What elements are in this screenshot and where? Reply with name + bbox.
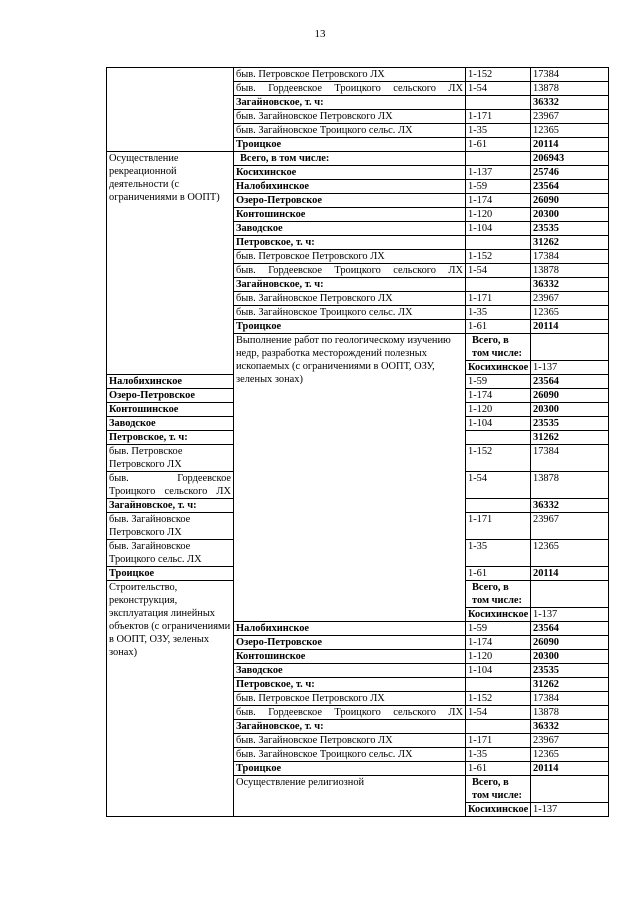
area-cell: 12365: [531, 124, 609, 138]
area-cell: 23564: [531, 180, 609, 194]
quarters-cell: 1-120: [466, 650, 531, 664]
area-cell: 36332: [531, 499, 609, 513]
quarters-cell: 1-104: [466, 417, 531, 431]
quarters-cell: [466, 431, 531, 445]
area-cell: 17384: [531, 692, 609, 706]
area-cell: 31262: [531, 678, 609, 692]
quarters-cell: 1-59: [466, 622, 531, 636]
area-cell: 17384: [531, 445, 609, 472]
quarters-cell: 1-137: [531, 361, 609, 375]
area-cell: 26090: [531, 194, 609, 208]
forestry-name-cell: Контошинское: [107, 403, 234, 417]
quarters-cell: 1-152: [466, 692, 531, 706]
forestry-name-cell: Заводское: [107, 417, 234, 431]
forestry-name-cell: Загайновское, т. ч:: [107, 499, 234, 513]
area-cell: 20114: [531, 762, 609, 776]
quarters-cell: 1-137: [531, 608, 609, 622]
forestry-name-cell: быв. Гордеевское Троицкого сельского ЛХ: [107, 472, 234, 499]
area-cell: 20114: [531, 138, 609, 152]
area-cell: 26090: [531, 389, 609, 403]
category-cell: Осуществление рекреационной деятельности (с ограничениями в ООПТ): [107, 152, 234, 375]
forestry-name-cell: быв. Гордеевское Троицкого сельского ЛХ: [234, 264, 466, 278]
table-row: [107, 68, 609, 82]
forestry-name-cell: Петровское, т. ч:: [234, 236, 466, 250]
forestry-name-cell: быв. Петровское Петровского ЛХ: [107, 445, 234, 472]
forestry-name-cell: Озеро-Петровское: [234, 194, 466, 208]
quarters-cell: [466, 152, 531, 166]
forestry-name-cell: быв. Загайновское Петровского ЛХ: [234, 734, 466, 748]
area-cell: 20114: [531, 567, 609, 581]
category-cell: Осуществление религиозной: [234, 776, 466, 817]
quarters-cell: [466, 720, 531, 734]
forestry-name-cell: быв. Загайновское Петровского ЛХ: [234, 110, 466, 124]
area-cell: 17384: [531, 250, 609, 264]
forestry-name-cell: быв. Петровское Петровского ЛХ: [234, 692, 466, 706]
area-cell: 20300: [531, 650, 609, 664]
area-cell: 13878: [531, 472, 609, 499]
quarters-cell: 1-171: [466, 110, 531, 124]
quarters-cell: [466, 236, 531, 250]
quarters-cell: 1-61: [466, 138, 531, 152]
quarters-cell: 1-152: [466, 250, 531, 264]
forestry-name-cell: быв. Петровское Петровского ЛХ: [234, 68, 466, 82]
forestry-name-cell: Косихинское: [466, 608, 531, 622]
forestry-name-cell: Троицкое: [234, 138, 466, 152]
forestry-name-cell: быв. Загайновское Троицкого сельс. ЛХ: [234, 124, 466, 138]
category-cell: Выполнение работ по геологическому изучению недр, разработка месторождений полезных ископаемых (с ограничениями в ООПТ, ОЗУ, зеленых зонах): [234, 334, 466, 622]
area-cell: 36332: [531, 96, 609, 110]
forestry-name-cell: Петровское, т. ч:: [107, 431, 234, 445]
quarters-cell: 1-152: [466, 445, 531, 472]
quarters-cell: 1-174: [466, 194, 531, 208]
table-row: [107, 152, 609, 166]
forestry-name-cell: Озеро-Петровское: [107, 389, 234, 403]
forestry-name-cell: быв. Загайновское Троицкого сельс. ЛХ: [107, 540, 234, 567]
forest-use-table: [106, 67, 609, 817]
forestry-name-cell: Загайновское, т. ч:: [234, 278, 466, 292]
forestry-name-cell: быв. Загайновское Троицкого сельс. ЛХ: [234, 748, 466, 762]
quarters-cell: 1-35: [466, 748, 531, 762]
quarters-cell: 1-35: [466, 124, 531, 138]
forestry-name-cell: Загайновское, т. ч:: [234, 96, 466, 110]
quarters-cell: 1-59: [466, 180, 531, 194]
area-cell: 23535: [531, 664, 609, 678]
forestry-name-cell: Заводское: [234, 664, 466, 678]
quarters-cell: 1-174: [466, 389, 531, 403]
area-cell: 26090: [531, 636, 609, 650]
quarters-cell: 1-137: [531, 803, 609, 817]
forestry-name-cell: Контошинское: [234, 650, 466, 664]
quarters-cell: 1-137: [466, 166, 531, 180]
quarters-cell: [466, 499, 531, 513]
area-cell: 31262: [531, 236, 609, 250]
forestry-name-cell: Озеро-Петровское: [234, 636, 466, 650]
area-cell: 36332: [531, 720, 609, 734]
area-cell: 12365: [531, 748, 609, 762]
forestry-name-cell: быв. Загайновское Троицкого сельс. ЛХ: [234, 306, 466, 320]
quarters-cell: 1-35: [466, 306, 531, 320]
area-cell: 20300: [531, 403, 609, 417]
quarters-cell: 1-61: [466, 567, 531, 581]
quarters-cell: 1-54: [466, 82, 531, 96]
quarters-cell: 1-35: [466, 540, 531, 567]
quarters-cell: [466, 678, 531, 692]
area-cell: 23967: [531, 513, 609, 540]
quarters-cell: 1-120: [466, 208, 531, 222]
quarters-cell: 1-59: [466, 375, 531, 389]
area-cell: 13878: [531, 264, 609, 278]
forestry-name-cell: Всего, в том числе:: [466, 334, 531, 361]
forestry-name-cell: Налобихинское: [234, 180, 466, 194]
quarters-cell: 1-171: [466, 513, 531, 540]
quarters-cell: 1-54: [466, 706, 531, 720]
area-cell: 20300: [531, 208, 609, 222]
forestry-name-cell: Всего, в том числе:: [466, 581, 531, 608]
quarters-cell: 1-171: [466, 292, 531, 306]
area-cell: 17384: [531, 68, 609, 82]
forestry-name-cell: Косихинское: [466, 361, 531, 375]
area-cell: 12365: [531, 540, 609, 567]
quarters-cell: 1-120: [466, 403, 531, 417]
forestry-name-cell: Налобихинское: [234, 622, 466, 636]
forestry-name-cell: быв. Гордеевское Троицкого сельского ЛХ: [234, 82, 466, 96]
quarters-cell: [466, 278, 531, 292]
forestry-name-cell: Заводское: [234, 222, 466, 236]
quarters-cell: [531, 581, 609, 608]
category-cell: [107, 68, 234, 152]
area-cell: 23535: [531, 222, 609, 236]
area-cell: 13878: [531, 706, 609, 720]
forestry-name-cell: Троицкое: [234, 762, 466, 776]
quarters-cell: 1-104: [466, 664, 531, 678]
forestry-name-cell: Загайновское, т. ч:: [234, 720, 466, 734]
area-cell: 31262: [531, 431, 609, 445]
forestry-name-cell: Контошинское: [234, 208, 466, 222]
category-cell: Строительство, реконструкция, эксплуатация линейных объектов (с ограничениями в ООПТ, ОЗУ, зеленых зонах): [107, 581, 234, 817]
page-number: 13: [314, 28, 326, 40]
quarters-cell: 1-104: [466, 222, 531, 236]
forestry-name-cell: быв. Загайновское Петровского ЛХ: [107, 513, 234, 540]
forestry-name-cell: Всего, в том числе:: [466, 776, 531, 803]
area-cell: 12365: [531, 306, 609, 320]
quarters-cell: [531, 334, 609, 361]
area-cell: 23967: [531, 292, 609, 306]
area-cell: 23564: [531, 622, 609, 636]
area-cell: 36332: [531, 278, 609, 292]
forestry-name-cell: Троицкое: [107, 567, 234, 581]
area-cell: 13878: [531, 82, 609, 96]
area-cell: 25746: [531, 166, 609, 180]
area-cell: 206943: [531, 152, 609, 166]
forestry-name-cell: быв. Гордеевское Троицкого сельского ЛХ: [234, 706, 466, 720]
quarters-cell: 1-54: [466, 472, 531, 499]
quarters-cell: 1-61: [466, 320, 531, 334]
quarters-cell: [466, 96, 531, 110]
forestry-name-cell: Налобихинское: [107, 375, 234, 389]
area-cell: 23564: [531, 375, 609, 389]
quarters-cell: 1-54: [466, 264, 531, 278]
area-cell: 23967: [531, 110, 609, 124]
forestry-name-cell: Троицкое: [234, 320, 466, 334]
forestry-name-cell: Косихинское: [466, 803, 531, 817]
area-cell: 23535: [531, 417, 609, 431]
forestry-name-cell: Всего, в том числе:: [234, 152, 466, 166]
quarters-cell: 1-61: [466, 762, 531, 776]
forestry-name-cell: быв. Загайновское Петровского ЛХ: [234, 292, 466, 306]
area-cell: 20114: [531, 320, 609, 334]
area-cell: 23967: [531, 734, 609, 748]
quarters-cell: 1-171: [466, 734, 531, 748]
forestry-name-cell: Петровское, т. ч:: [234, 678, 466, 692]
quarters-cell: 1-152: [466, 68, 531, 82]
quarters-cell: 1-174: [466, 636, 531, 650]
quarters-cell: [531, 776, 609, 803]
forestry-name-cell: Косихинское: [234, 166, 466, 180]
forestry-name-cell: быв. Петровское Петровского ЛХ: [234, 250, 466, 264]
